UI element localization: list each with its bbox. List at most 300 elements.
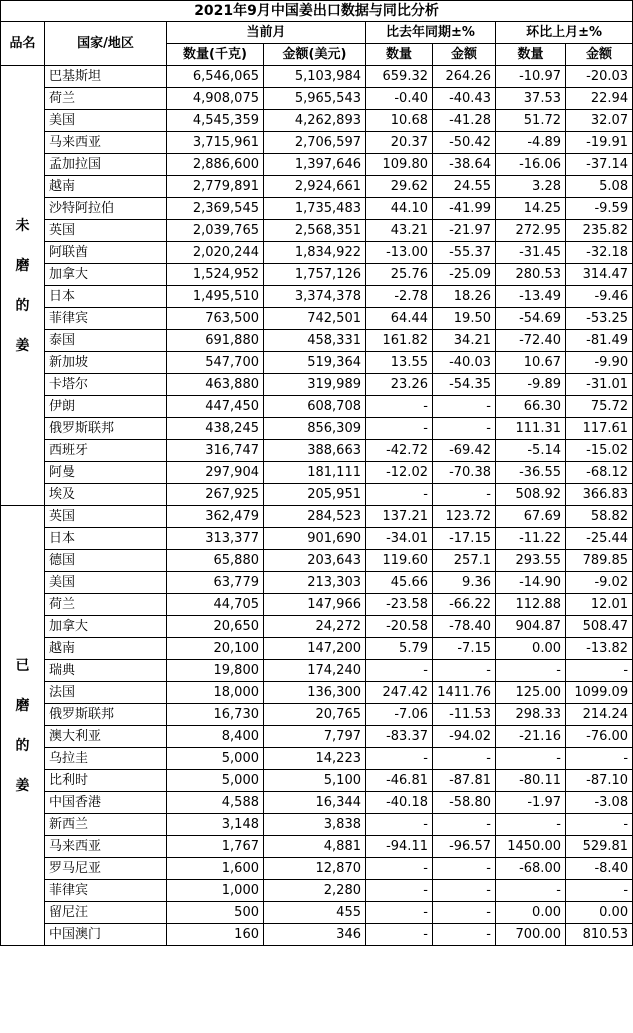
table-row bbox=[1, 374, 633, 396]
country-cell: 阿联酋 bbox=[45, 242, 167, 264]
header-qty-kg: 数量(千克) bbox=[167, 44, 264, 66]
amount-usd-cell: 458,331 bbox=[264, 330, 366, 352]
yoy-qty-cell: 13.55 bbox=[366, 352, 433, 374]
yoy-amount-cell: -96.57 bbox=[433, 836, 496, 858]
table-row bbox=[1, 836, 633, 858]
yoy-qty-cell: -20.58 bbox=[366, 616, 433, 638]
amount-usd-cell: 519,364 bbox=[264, 352, 366, 374]
yoy-amount-cell: - bbox=[433, 814, 496, 836]
amount-usd-cell: 14,223 bbox=[264, 748, 366, 770]
yoy-qty-cell: 64.44 bbox=[366, 308, 433, 330]
yoy-amount-cell: -69.42 bbox=[433, 440, 496, 462]
table-row bbox=[1, 110, 633, 132]
table-row bbox=[1, 704, 633, 726]
amount-usd-cell: 147,200 bbox=[264, 638, 366, 660]
amount-usd-cell: 203,643 bbox=[264, 550, 366, 572]
table-row bbox=[1, 550, 633, 572]
mom-qty-cell: 112.88 bbox=[496, 594, 566, 616]
table-row bbox=[1, 462, 633, 484]
amount-usd-cell: 205,951 bbox=[264, 484, 366, 506]
header-amount-usd: 金额(美元) bbox=[264, 44, 366, 66]
yoy-amount-cell: - bbox=[433, 880, 496, 902]
amount-usd-cell: 5,103,984 bbox=[264, 66, 366, 88]
amount-usd-cell: 346 bbox=[264, 924, 366, 946]
yoy-qty-cell: - bbox=[366, 880, 433, 902]
qty-kg-cell: 8,400 bbox=[167, 726, 264, 748]
yoy-amount-cell: 34.21 bbox=[433, 330, 496, 352]
amount-usd-cell: 136,300 bbox=[264, 682, 366, 704]
mom-qty-cell: 904.87 bbox=[496, 616, 566, 638]
country-cell: 伊朗 bbox=[45, 396, 167, 418]
yoy-amount-cell: - bbox=[433, 418, 496, 440]
yoy-amount-cell: 264.26 bbox=[433, 66, 496, 88]
qty-kg-cell: 2,020,244 bbox=[167, 242, 264, 264]
header-yoy-amount: 金额 bbox=[433, 44, 496, 66]
country-cell: 荷兰 bbox=[45, 88, 167, 110]
mom-qty-cell: 51.72 bbox=[496, 110, 566, 132]
product-category-char: 磨 bbox=[15, 257, 30, 274]
country-cell: 中国澳门 bbox=[45, 924, 167, 946]
mom-amount-cell: -37.14 bbox=[566, 154, 633, 176]
yoy-qty-cell: 29.62 bbox=[366, 176, 433, 198]
amount-usd-cell: 608,708 bbox=[264, 396, 366, 418]
country-cell: 越南 bbox=[45, 176, 167, 198]
yoy-qty-cell: 25.76 bbox=[366, 264, 433, 286]
amount-usd-cell: 1,757,126 bbox=[264, 264, 366, 286]
yoy-qty-cell: -0.40 bbox=[366, 88, 433, 110]
amount-usd-cell: 147,966 bbox=[264, 594, 366, 616]
mom-amount-cell: 235.82 bbox=[566, 220, 633, 242]
yoy-qty-cell: -46.81 bbox=[366, 770, 433, 792]
amount-usd-cell: 213,303 bbox=[264, 572, 366, 594]
country-cell: 马来西亚 bbox=[45, 132, 167, 154]
qty-kg-cell: 500 bbox=[167, 902, 264, 924]
country-cell: 新西兰 bbox=[45, 814, 167, 836]
qty-kg-cell: 5,000 bbox=[167, 770, 264, 792]
header-current-month: 当前月 bbox=[167, 22, 366, 44]
qty-kg-cell: 4,588 bbox=[167, 792, 264, 814]
qty-kg-cell: 1,600 bbox=[167, 858, 264, 880]
table-title: 2021年9月中国姜出口数据与同比分析 bbox=[1, 1, 633, 22]
amount-usd-cell: 455 bbox=[264, 902, 366, 924]
amount-usd-cell: 5,965,543 bbox=[264, 88, 366, 110]
amount-usd-cell: 4,262,893 bbox=[264, 110, 366, 132]
table-row bbox=[1, 726, 633, 748]
qty-kg-cell: 447,450 bbox=[167, 396, 264, 418]
mom-amount-cell: 1099.09 bbox=[566, 682, 633, 704]
product-category-char: 的 bbox=[15, 737, 30, 754]
mom-qty-cell: -11.22 bbox=[496, 528, 566, 550]
header-mom: 环比上月±% bbox=[496, 22, 633, 44]
amount-usd-cell: 319,989 bbox=[264, 374, 366, 396]
yoy-amount-cell: 19.50 bbox=[433, 308, 496, 330]
mom-amount-cell: -76.00 bbox=[566, 726, 633, 748]
country-cell: 澳大利亚 bbox=[45, 726, 167, 748]
qty-kg-cell: 2,039,765 bbox=[167, 220, 264, 242]
yoy-amount-cell: -54.35 bbox=[433, 374, 496, 396]
table-row bbox=[1, 616, 633, 638]
yoy-amount-cell: -40.43 bbox=[433, 88, 496, 110]
country-cell: 日本 bbox=[45, 528, 167, 550]
country-cell: 俄罗斯联邦 bbox=[45, 418, 167, 440]
yoy-amount-cell: -58.80 bbox=[433, 792, 496, 814]
yoy-qty-cell: -34.01 bbox=[366, 528, 433, 550]
country-cell: 美国 bbox=[45, 110, 167, 132]
mom-qty-cell: - bbox=[496, 660, 566, 682]
yoy-qty-cell: 44.10 bbox=[366, 198, 433, 220]
mom-amount-cell: 810.53 bbox=[566, 924, 633, 946]
header-yoy-qty: 数量 bbox=[366, 44, 433, 66]
yoy-qty-cell: -7.06 bbox=[366, 704, 433, 726]
product-category-char: 未 bbox=[15, 217, 30, 234]
country-cell: 乌拉圭 bbox=[45, 748, 167, 770]
table-row bbox=[1, 264, 633, 286]
qty-kg-cell: 4,545,359 bbox=[167, 110, 264, 132]
table-row bbox=[1, 880, 633, 902]
yoy-qty-cell: 161.82 bbox=[366, 330, 433, 352]
amount-usd-cell: 2,706,597 bbox=[264, 132, 366, 154]
table-row bbox=[1, 66, 633, 88]
amount-usd-cell: 3,838 bbox=[264, 814, 366, 836]
mom-amount-cell: -9.90 bbox=[566, 352, 633, 374]
yoy-qty-cell: 43.21 bbox=[366, 220, 433, 242]
mom-qty-cell: -5.14 bbox=[496, 440, 566, 462]
product-category-char: 的 bbox=[15, 297, 30, 314]
yoy-amount-cell: -94.02 bbox=[433, 726, 496, 748]
table-row bbox=[1, 572, 633, 594]
country-cell: 西班牙 bbox=[45, 440, 167, 462]
mom-amount-cell: 32.07 bbox=[566, 110, 633, 132]
country-cell: 加拿大 bbox=[45, 264, 167, 286]
yoy-amount-cell: -11.53 bbox=[433, 704, 496, 726]
amount-usd-cell: 2,924,661 bbox=[264, 176, 366, 198]
yoy-amount-cell: 9.36 bbox=[433, 572, 496, 594]
country-cell: 荷兰 bbox=[45, 594, 167, 616]
country-cell: 加拿大 bbox=[45, 616, 167, 638]
yoy-qty-cell: - bbox=[366, 484, 433, 506]
mom-qty-cell: 111.31 bbox=[496, 418, 566, 440]
yoy-amount-cell: 123.72 bbox=[433, 506, 496, 528]
yoy-amount-cell: -87.81 bbox=[433, 770, 496, 792]
amount-usd-cell: 2,280 bbox=[264, 880, 366, 902]
table-row bbox=[1, 506, 633, 528]
table-row bbox=[1, 770, 633, 792]
table-row bbox=[1, 924, 633, 946]
amount-usd-cell: 20,765 bbox=[264, 704, 366, 726]
yoy-qty-cell: - bbox=[366, 814, 433, 836]
mom-qty-cell: -31.45 bbox=[496, 242, 566, 264]
mom-amount-cell: -3.08 bbox=[566, 792, 633, 814]
mom-qty-cell: -9.89 bbox=[496, 374, 566, 396]
country-cell: 埃及 bbox=[45, 484, 167, 506]
country-cell: 菲律宾 bbox=[45, 308, 167, 330]
table-row bbox=[1, 396, 633, 418]
mom-amount-cell: - bbox=[566, 880, 633, 902]
qty-kg-cell: 63,779 bbox=[167, 572, 264, 594]
header-yoy: 比去年同期±% bbox=[366, 22, 496, 44]
yoy-amount-cell: - bbox=[433, 748, 496, 770]
yoy-qty-cell: -83.37 bbox=[366, 726, 433, 748]
qty-kg-cell: 20,650 bbox=[167, 616, 264, 638]
table-row bbox=[1, 198, 633, 220]
yoy-amount-cell: -50.42 bbox=[433, 132, 496, 154]
mom-amount-cell: -20.03 bbox=[566, 66, 633, 88]
mom-amount-cell: -53.25 bbox=[566, 308, 633, 330]
table-row bbox=[1, 682, 633, 704]
yoy-qty-cell: - bbox=[366, 396, 433, 418]
mom-qty-cell: -1.97 bbox=[496, 792, 566, 814]
table-row bbox=[1, 308, 633, 330]
mom-amount-cell: 58.82 bbox=[566, 506, 633, 528]
country-cell: 沙特阿拉伯 bbox=[45, 198, 167, 220]
mom-qty-cell: 125.00 bbox=[496, 682, 566, 704]
country-cell: 中国香港 bbox=[45, 792, 167, 814]
yoy-qty-cell: 119.60 bbox=[366, 550, 433, 572]
amount-usd-cell: 284,523 bbox=[264, 506, 366, 528]
country-cell: 菲律宾 bbox=[45, 880, 167, 902]
yoy-amount-cell: 257.1 bbox=[433, 550, 496, 572]
country-cell: 英国 bbox=[45, 220, 167, 242]
table-row bbox=[1, 484, 633, 506]
mom-qty-cell: 66.30 bbox=[496, 396, 566, 418]
yoy-amount-cell: -41.99 bbox=[433, 198, 496, 220]
yoy-amount-cell: -55.37 bbox=[433, 242, 496, 264]
yoy-amount-cell: -40.03 bbox=[433, 352, 496, 374]
mom-qty-cell: 1450.00 bbox=[496, 836, 566, 858]
mom-amount-cell: 117.61 bbox=[566, 418, 633, 440]
table-row bbox=[1, 638, 633, 660]
mom-qty-cell: 700.00 bbox=[496, 924, 566, 946]
table-row bbox=[1, 330, 633, 352]
mom-qty-cell: 272.95 bbox=[496, 220, 566, 242]
mom-amount-cell: -68.12 bbox=[566, 462, 633, 484]
qty-kg-cell: 763,500 bbox=[167, 308, 264, 330]
yoy-amount-cell: -25.09 bbox=[433, 264, 496, 286]
qty-kg-cell: 6,546,065 bbox=[167, 66, 264, 88]
amount-usd-cell: 16,344 bbox=[264, 792, 366, 814]
country-cell: 日本 bbox=[45, 286, 167, 308]
amount-usd-cell: 7,797 bbox=[264, 726, 366, 748]
yoy-amount-cell: 18.26 bbox=[433, 286, 496, 308]
qty-kg-cell: 65,880 bbox=[167, 550, 264, 572]
table-row bbox=[1, 792, 633, 814]
amount-usd-cell: 3,374,378 bbox=[264, 286, 366, 308]
table-row bbox=[1, 594, 633, 616]
mom-qty-cell: 3.28 bbox=[496, 176, 566, 198]
country-cell: 孟加拉国 bbox=[45, 154, 167, 176]
mom-amount-cell: 529.81 bbox=[566, 836, 633, 858]
mom-qty-cell: 37.53 bbox=[496, 88, 566, 110]
qty-kg-cell: 297,904 bbox=[167, 462, 264, 484]
table-row bbox=[1, 242, 633, 264]
yoy-qty-cell: 5.79 bbox=[366, 638, 433, 660]
mom-amount-cell: -9.46 bbox=[566, 286, 633, 308]
qty-kg-cell: 547,700 bbox=[167, 352, 264, 374]
mom-amount-cell: -87.10 bbox=[566, 770, 633, 792]
yoy-amount-cell: - bbox=[433, 396, 496, 418]
mom-amount-cell: -8.40 bbox=[566, 858, 633, 880]
yoy-amount-cell: 24.55 bbox=[433, 176, 496, 198]
mom-amount-cell: 75.72 bbox=[566, 396, 633, 418]
yoy-amount-cell: -70.38 bbox=[433, 462, 496, 484]
amount-usd-cell: 901,690 bbox=[264, 528, 366, 550]
mom-amount-cell: -32.18 bbox=[566, 242, 633, 264]
yoy-qty-cell: 10.68 bbox=[366, 110, 433, 132]
mom-amount-cell: 0.00 bbox=[566, 902, 633, 924]
table-row bbox=[1, 418, 633, 440]
product-category-char: 姜 bbox=[15, 337, 30, 354]
amount-usd-cell: 1,397,646 bbox=[264, 154, 366, 176]
table-row bbox=[1, 660, 633, 682]
qty-kg-cell: 20,100 bbox=[167, 638, 264, 660]
table-row bbox=[1, 352, 633, 374]
mom-amount-cell: -13.82 bbox=[566, 638, 633, 660]
table-row bbox=[1, 902, 633, 924]
yoy-qty-cell: 20.37 bbox=[366, 132, 433, 154]
qty-kg-cell: 362,479 bbox=[167, 506, 264, 528]
amount-usd-cell: 5,100 bbox=[264, 770, 366, 792]
amount-usd-cell: 24,272 bbox=[264, 616, 366, 638]
qty-kg-cell: 2,779,891 bbox=[167, 176, 264, 198]
amount-usd-cell: 1,735,483 bbox=[264, 198, 366, 220]
qty-kg-cell: 44,705 bbox=[167, 594, 264, 616]
yoy-qty-cell: - bbox=[366, 748, 433, 770]
qty-kg-cell: 313,377 bbox=[167, 528, 264, 550]
qty-kg-cell: 1,767 bbox=[167, 836, 264, 858]
product-category-char: 磨 bbox=[15, 697, 30, 714]
yoy-qty-cell: -23.58 bbox=[366, 594, 433, 616]
qty-kg-cell: 18,000 bbox=[167, 682, 264, 704]
yoy-amount-cell: - bbox=[433, 858, 496, 880]
yoy-qty-cell: 247.42 bbox=[366, 682, 433, 704]
mom-amount-cell: 314.47 bbox=[566, 264, 633, 286]
mom-amount-cell: 366.83 bbox=[566, 484, 633, 506]
mom-qty-cell: -21.16 bbox=[496, 726, 566, 748]
amount-usd-cell: 12,870 bbox=[264, 858, 366, 880]
country-cell: 法国 bbox=[45, 682, 167, 704]
mom-qty-cell: -68.00 bbox=[496, 858, 566, 880]
table-row bbox=[1, 220, 633, 242]
yoy-qty-cell: 45.66 bbox=[366, 572, 433, 594]
yoy-qty-cell: 659.32 bbox=[366, 66, 433, 88]
country-cell: 卡塔尔 bbox=[45, 374, 167, 396]
yoy-amount-cell: -21.97 bbox=[433, 220, 496, 242]
qty-kg-cell: 160 bbox=[167, 924, 264, 946]
qty-kg-cell: 2,886,600 bbox=[167, 154, 264, 176]
country-cell: 德国 bbox=[45, 550, 167, 572]
qty-kg-cell: 438,245 bbox=[167, 418, 264, 440]
table-row bbox=[1, 132, 633, 154]
mom-amount-cell: -15.02 bbox=[566, 440, 633, 462]
country-cell: 瑞典 bbox=[45, 660, 167, 682]
country-cell: 俄罗斯联邦 bbox=[45, 704, 167, 726]
table-row bbox=[1, 286, 633, 308]
header-product: 品名 bbox=[1, 22, 45, 66]
yoy-amount-cell: - bbox=[433, 902, 496, 924]
country-cell: 巴基斯坦 bbox=[45, 66, 167, 88]
header-mom-amount: 金额 bbox=[566, 44, 633, 66]
country-cell: 比利时 bbox=[45, 770, 167, 792]
yoy-amount-cell: 1411.76 bbox=[433, 682, 496, 704]
table-row bbox=[1, 154, 633, 176]
mom-amount-cell: 5.08 bbox=[566, 176, 633, 198]
yoy-amount-cell: -66.22 bbox=[433, 594, 496, 616]
mom-amount-cell: - bbox=[566, 814, 633, 836]
header-mom-qty: 数量 bbox=[496, 44, 566, 66]
qty-kg-cell: 1,495,510 bbox=[167, 286, 264, 308]
mom-qty-cell: 67.69 bbox=[496, 506, 566, 528]
mom-amount-cell: -31.01 bbox=[566, 374, 633, 396]
mom-amount-cell: -9.59 bbox=[566, 198, 633, 220]
qty-kg-cell: 16,730 bbox=[167, 704, 264, 726]
yoy-qty-cell: 109.80 bbox=[366, 154, 433, 176]
mom-qty-cell: - bbox=[496, 880, 566, 902]
amount-usd-cell: 856,309 bbox=[264, 418, 366, 440]
qty-kg-cell: 267,925 bbox=[167, 484, 264, 506]
table-row bbox=[1, 528, 633, 550]
yoy-qty-cell: -94.11 bbox=[366, 836, 433, 858]
qty-kg-cell: 5,000 bbox=[167, 748, 264, 770]
product-category-char: 姜 bbox=[15, 777, 30, 794]
mom-qty-cell: -13.49 bbox=[496, 286, 566, 308]
yoy-qty-cell: -2.78 bbox=[366, 286, 433, 308]
mom-qty-cell: -14.90 bbox=[496, 572, 566, 594]
qty-kg-cell: 4,908,075 bbox=[167, 88, 264, 110]
mom-amount-cell: - bbox=[566, 748, 633, 770]
qty-kg-cell: 3,715,961 bbox=[167, 132, 264, 154]
mom-amount-cell: 12.01 bbox=[566, 594, 633, 616]
amount-usd-cell: 1,834,922 bbox=[264, 242, 366, 264]
amount-usd-cell: 181,111 bbox=[264, 462, 366, 484]
mom-amount-cell: -25.44 bbox=[566, 528, 633, 550]
mom-qty-cell: - bbox=[496, 748, 566, 770]
mom-amount-cell: - bbox=[566, 660, 633, 682]
mom-qty-cell: 0.00 bbox=[496, 638, 566, 660]
qty-kg-cell: 316,747 bbox=[167, 440, 264, 462]
mom-qty-cell: 14.25 bbox=[496, 198, 566, 220]
mom-qty-cell: 0.00 bbox=[496, 902, 566, 924]
mom-qty-cell: -72.40 bbox=[496, 330, 566, 352]
amount-usd-cell: 2,568,351 bbox=[264, 220, 366, 242]
yoy-amount-cell: -41.28 bbox=[433, 110, 496, 132]
table-row bbox=[1, 88, 633, 110]
header-country: 国家/地区 bbox=[45, 22, 167, 66]
mom-amount-cell: 214.24 bbox=[566, 704, 633, 726]
qty-kg-cell: 3,148 bbox=[167, 814, 264, 836]
mom-qty-cell: 10.67 bbox=[496, 352, 566, 374]
qty-kg-cell: 463,880 bbox=[167, 374, 264, 396]
yoy-qty-cell: - bbox=[366, 924, 433, 946]
mom-qty-cell: -10.97 bbox=[496, 66, 566, 88]
product-category-cell bbox=[1, 66, 45, 506]
yoy-amount-cell: - bbox=[433, 484, 496, 506]
yoy-qty-cell: -40.18 bbox=[366, 792, 433, 814]
country-cell: 马来西亚 bbox=[45, 836, 167, 858]
table-row bbox=[1, 814, 633, 836]
country-cell: 美国 bbox=[45, 572, 167, 594]
yoy-qty-cell: - bbox=[366, 858, 433, 880]
product-category-char: 已 bbox=[15, 657, 30, 674]
mom-qty-cell: 293.55 bbox=[496, 550, 566, 572]
qty-kg-cell: 1,000 bbox=[167, 880, 264, 902]
mom-qty-cell: -54.69 bbox=[496, 308, 566, 330]
country-cell: 阿曼 bbox=[45, 462, 167, 484]
table-row bbox=[1, 176, 633, 198]
yoy-qty-cell: -13.00 bbox=[366, 242, 433, 264]
amount-usd-cell: 4,881 bbox=[264, 836, 366, 858]
country-cell: 英国 bbox=[45, 506, 167, 528]
mom-qty-cell: 298.33 bbox=[496, 704, 566, 726]
